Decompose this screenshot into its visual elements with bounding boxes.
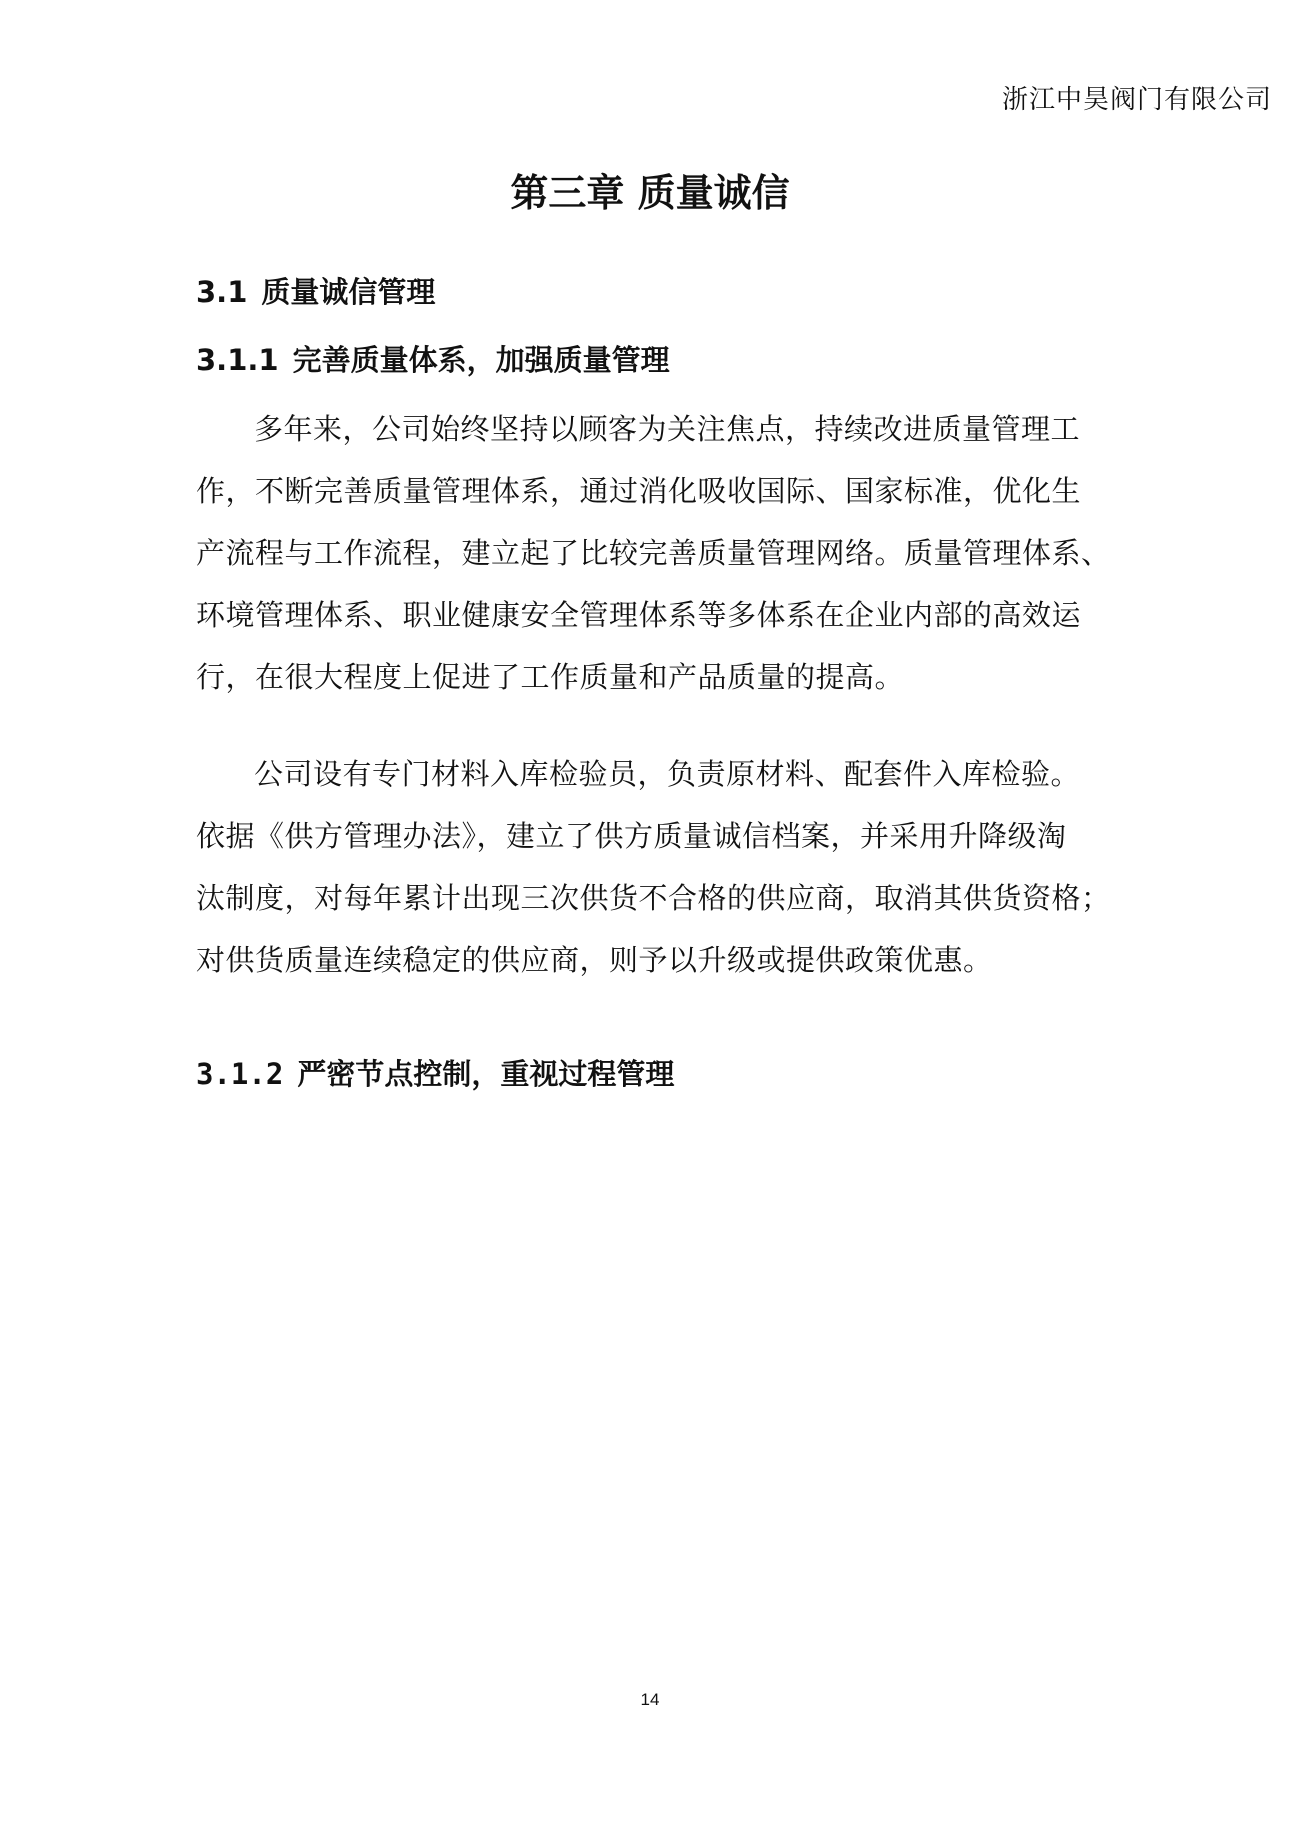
- paragraph-quality-system: [196, 398, 1111, 708]
- paragraph-supplier-management: [196, 743, 1111, 991]
- paragraph-line: 对供货质量连续稳定的供应商，则予以升级或提供政策优惠。: [196, 943, 993, 977]
- section-heading-3-1: [196, 272, 435, 312]
- page-number: 14: [640, 1690, 660, 1709]
- section-title: 严密节点控制，重视过程管理: [297, 1057, 675, 1091]
- paragraph-line: 公司设有专门材料入库检验员，负责原材料、配套件入库检验。: [254, 757, 1081, 791]
- paragraph-line: 行，在很大程度上促进了工作质量和产品质量的提高。: [196, 660, 905, 694]
- chapter-title: 第三章 质量诚信: [510, 170, 790, 215]
- paragraph-line: 作，不断完善质量管理体系，通过消化吸收国际、国家标准，优化生: [196, 474, 1082, 508]
- section-heading-3-1-2: [196, 1054, 674, 1094]
- section-number: 3.1.2: [196, 1057, 284, 1091]
- section-title: 质量诚信管理: [261, 275, 436, 309]
- section-heading-3-1-1: [196, 340, 670, 380]
- paragraph-line: 多年来，公司始终坚持以顾客为关注焦点，持续改进质量管理工: [254, 412, 1081, 446]
- section-title: 完善质量体系，加强质量管理: [292, 343, 670, 377]
- paragraph-line: 环境管理体系、职业健康安全管理体系等多体系在企业内部的高效运: [196, 598, 1082, 632]
- running-header-company: 浙江中昊阀门有限公司: [1001, 85, 1272, 115]
- section-number: 3.1: [196, 275, 248, 309]
- section-number: 3.1.1: [196, 343, 279, 377]
- paragraph-line: 依据《供方管理办法》，建立了供方质量诚信档案，并采用升降级淘: [196, 819, 1067, 853]
- paragraph-line: 产流程与工作流程，建立起了比较完善质量管理网络。质量管理体系、: [196, 536, 1111, 570]
- paragraph-line: 汰制度，对每年累计出现三次供货不合格的供应商，取消其供货资格；: [196, 881, 1111, 915]
